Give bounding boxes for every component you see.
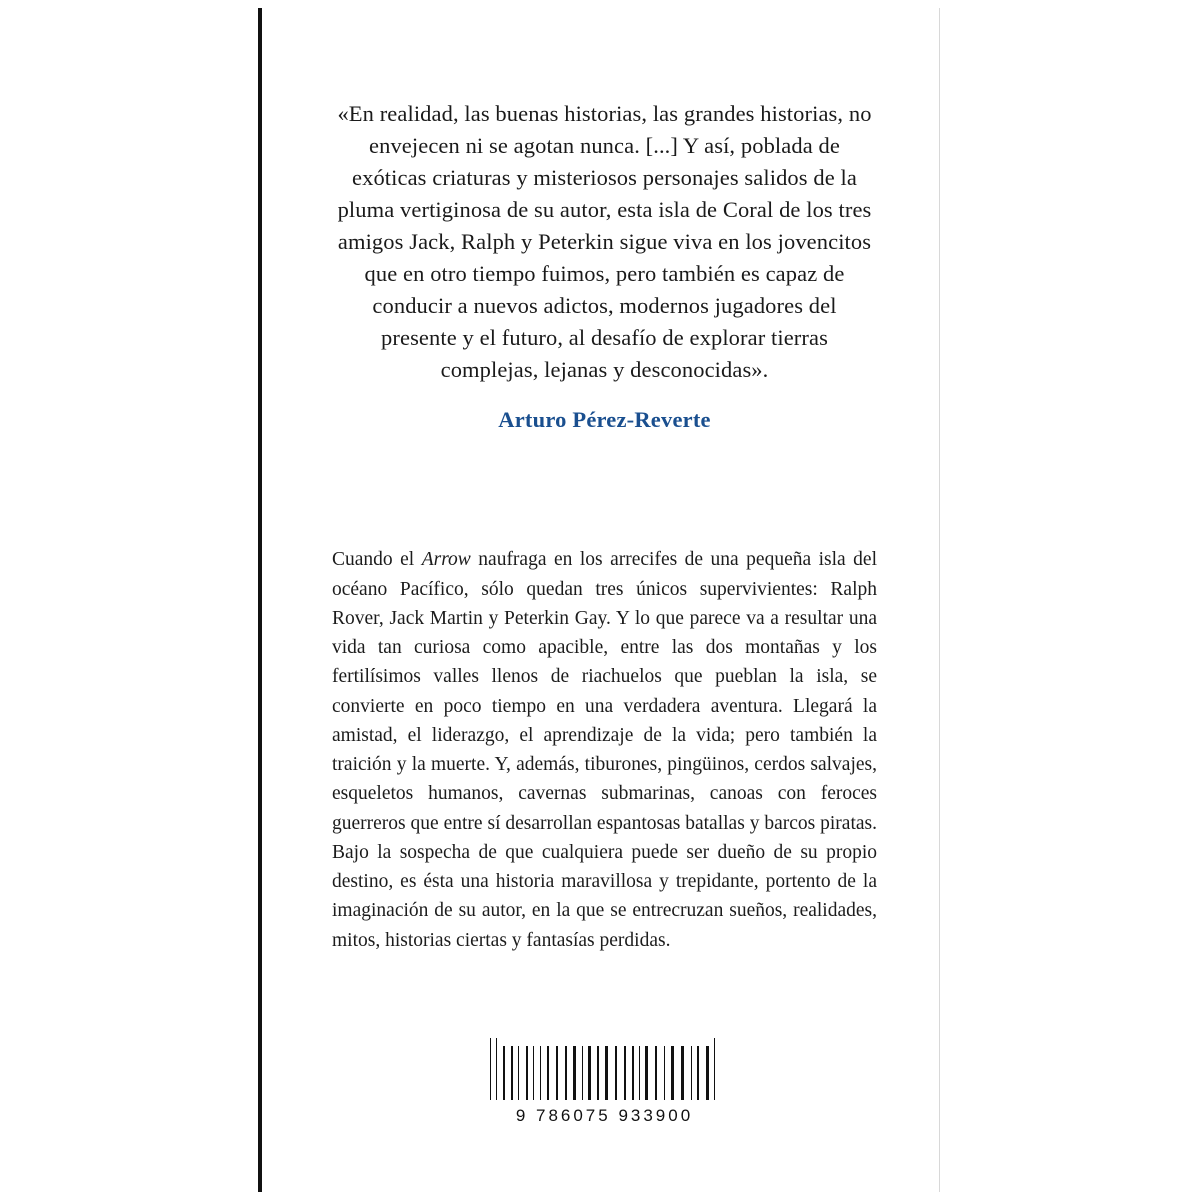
barcode-image [490,1038,720,1100]
synopsis-text-start: Cuando el [332,549,422,571]
quote-attribution: Arturo Pérez-Reverte [498,407,711,433]
book-title-italic: Arrow [421,549,471,571]
synopsis-paragraph [332,545,877,955]
pull-quote [332,98,877,385]
barcode-digits: 9 786075 933900 [515,1106,694,1125]
pull-quote-text: «En realidad, las buenas historias, las grandes historias, no envejecen ni se agotan nunca. [...] Y así, poblada de exóticas criaturas y misteriosos personajes salidos de la pluma vertiginosa de su autor, esta isla de Coral de los tres amigos Jack, Ralph y Peterkin sigue viva en los jovencitos que en otro tiempo fuimos, pero también es capaz de conducir a nuevos adictos, modernos jugadores del presente y el futuro, al desafío de explorar tierras complejas, lejanas y desconocidas». [337,101,872,382]
synopsis [332,545,877,955]
cover-content [332,8,877,1192]
book-back-cover [258,8,940,1192]
barcode-area [332,1038,877,1126]
synopsis-text-rest: naufraga en los arrecifes de una pequeña isla del océano Pacífico, sólo quedan tres únicos supervivientes: Ralph Rover, Jack Martin y Peterkin Gay. Y lo que parece va a resultar una vida tan curiosa como apacible, entre las dos montañas y los fertilísimos valles llenos de riachuelos que pueblan la isla, se convierte en poco tiempo en una verdadera aventura. Llegará la amistad, el liderazgo, el aprendizaje de la vida; pero también la traición y la muerte. Y, además, tiburones, pingüinos, cerdos salvajes, esqueletos humanos, cavernas submarinas, canoas con feroces guerreros que entre sí desarrollan espantosas batallas y barcos piratas. Bajo la sospecha de que cualquiera puede ser dueño de su propio destino, es ésta una historia maravillosa y trepidante, portento de la imaginación de su autor, en la que se entrecruzan sueños, realidades, mitos, historias ciertas y fantasías perdidas. [332,549,877,951]
